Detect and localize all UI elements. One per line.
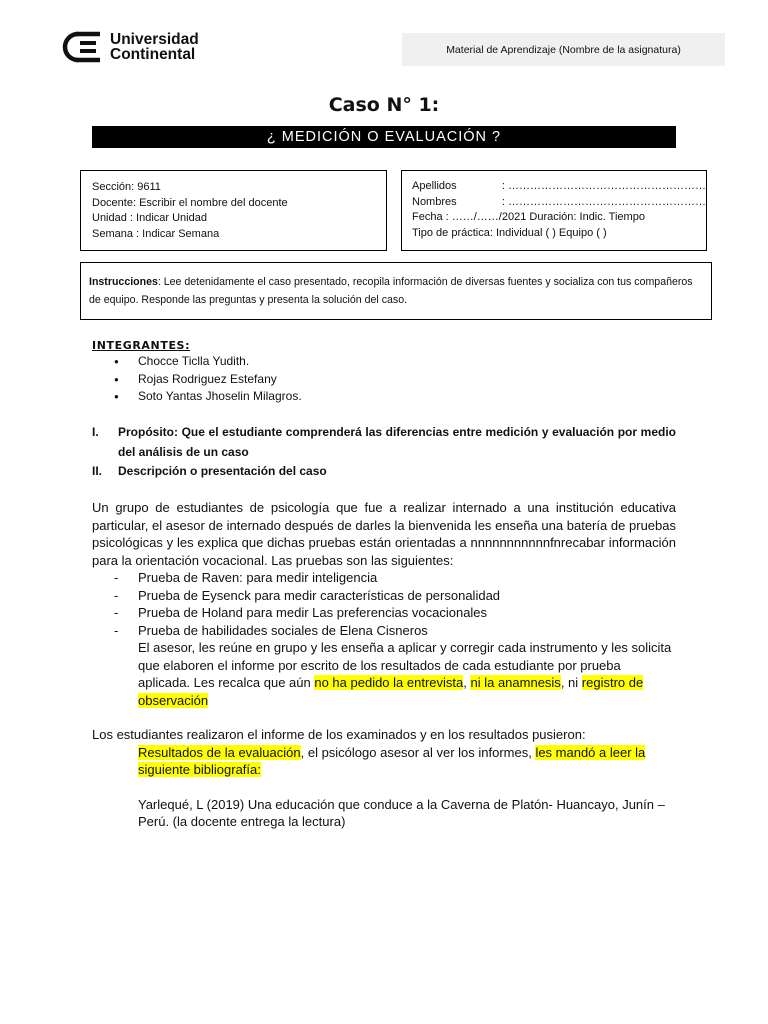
section-line: Sección: 9611 — [92, 181, 161, 193]
section-descripcion — [92, 462, 676, 482]
apellidos-label: Apellidos — [412, 180, 457, 192]
psicologo-text: , el psicólogo asesor al ver los informes, — [300, 744, 536, 760]
semana-line: Semana : Indicar Semana — [92, 227, 220, 240]
instructions-box — [80, 262, 712, 320]
apellidos-field[interactable]: : ……………………………………………… — [501, 180, 706, 192]
highlight-registro: registro de observación — [138, 675, 644, 708]
tipo-practica-row: Tipo de práctica: Individual ( ) Equipo ( ) — [412, 226, 607, 239]
highlight-resultados: Resultados de la evaluación — [138, 744, 301, 760]
case-body — [92, 499, 676, 831]
highlight-mando: les mandó a leer la siguiente bibliografía: — [138, 744, 646, 777]
student-info-box — [401, 170, 707, 251]
university-logo — [62, 31, 199, 63]
bibliography-reference: Yarlequé, L (2019) Una educación que conduce a la Caverna de Platón- Huancayo, Junín – Perú. (la docente entrega la lectura) — [138, 796, 665, 829]
apellidos-row — [412, 179, 706, 195]
comma-text: , — [463, 675, 471, 690]
section-proposito — [92, 423, 676, 462]
integrantes-title: INTEGRANTES: — [92, 339, 191, 352]
logo-line2: Continental — [110, 46, 196, 63]
list-item: - Prueba de Raven: para medir inteligencia — [92, 569, 676, 587]
list-item: - Prueba de Eysenck para medir características de personalidad — [92, 587, 676, 605]
case-title: Caso N° 1: — [328, 94, 440, 116]
intro-paragraph: Un grupo de estudiantes de psicología que fue a realizar internado a una institución educativa particular, el asesor de internado después de darles la bienvenida les enseña una batería de pruebas psicológicas y les explica que dichas pruebas están orientadas a nnnnnnnnnnnfnrecabar información para la orientación vocacional. Las pruebas son las siguientes: — [92, 500, 676, 568]
highlight-anamnesis: ni la anamnesis — [470, 675, 561, 690]
case-banner: ¿ MEDICIÓN O EVALUACIÓN ? — [92, 126, 676, 148]
list-item: ● Soto Yantas Jhoselin Milagros. — [92, 388, 302, 406]
material-header: Material de Aprendizaje (Nombre de la asignatura) — [402, 33, 725, 66]
logo-line1: Universidad — [110, 31, 199, 48]
logo-wordmark — [110, 32, 199, 62]
list-item: ● Chocce Ticlla Yudith. — [92, 353, 302, 371]
highlight-entrevista: no ha pedido la entrevista — [314, 675, 464, 690]
section-text: Propósito: Que el estudiante comprenderá las diferencias entre medición y evaluación por medio del análisis de un caso — [118, 425, 676, 459]
resultados-paragraph — [92, 744, 676, 779]
fecha-row: Fecha : ……/……/2021 Duración: Indic. Tiempo — [412, 211, 645, 223]
unidad-line: Unidad : Indicar Unidad — [92, 212, 207, 224]
tests-list — [92, 569, 676, 639]
logo-mark-icon — [62, 31, 104, 63]
instructions-text: : Lee detenidamente el caso presentado, recopila información de diversas fuentes y socializa con tus compañeros de equipo. Responde las preguntas y presenta la solución del caso. — [89, 276, 693, 306]
nombres-row — [412, 195, 706, 211]
ni-text: , ni — [560, 675, 579, 690]
section-text: Descripción o presentación del caso — [118, 464, 327, 478]
instructions-label: Instrucciones — [89, 276, 158, 288]
section-number: I. — [92, 425, 99, 439]
asesor-paragraph — [92, 639, 676, 709]
nombres-field[interactable]: : ……………………………………………… — [501, 195, 706, 208]
estudiantes-paragraph: Los estudiantes realizaron el informe de los examinados y en los resultados pusieron: — [92, 727, 586, 742]
list-item: ● Rojas Rodriguez Estefany — [92, 371, 302, 389]
asesor-text: El asesor, les reúne en grupo y les enseña a aplicar y corregir cada instrumento y les solicita que elaboren el informe por escrito de los resultados de cada estudiante por prueba aplicada. Les recalca que aún — [138, 640, 672, 690]
course-info-box — [80, 170, 387, 251]
sections-list — [92, 423, 676, 482]
nombres-label: Nombres — [412, 195, 457, 208]
members-list — [92, 353, 302, 406]
docente-line: Docente: Escribir el nombre del docente — [92, 196, 288, 209]
section-number: II. — [92, 464, 103, 478]
list-item: - Prueba de habilidades sociales de Elena Cisneros — [92, 622, 676, 640]
list-item: - Prueba de Holand para medir Las preferencias vocacionales — [92, 604, 676, 622]
integrantes-section — [92, 339, 302, 406]
